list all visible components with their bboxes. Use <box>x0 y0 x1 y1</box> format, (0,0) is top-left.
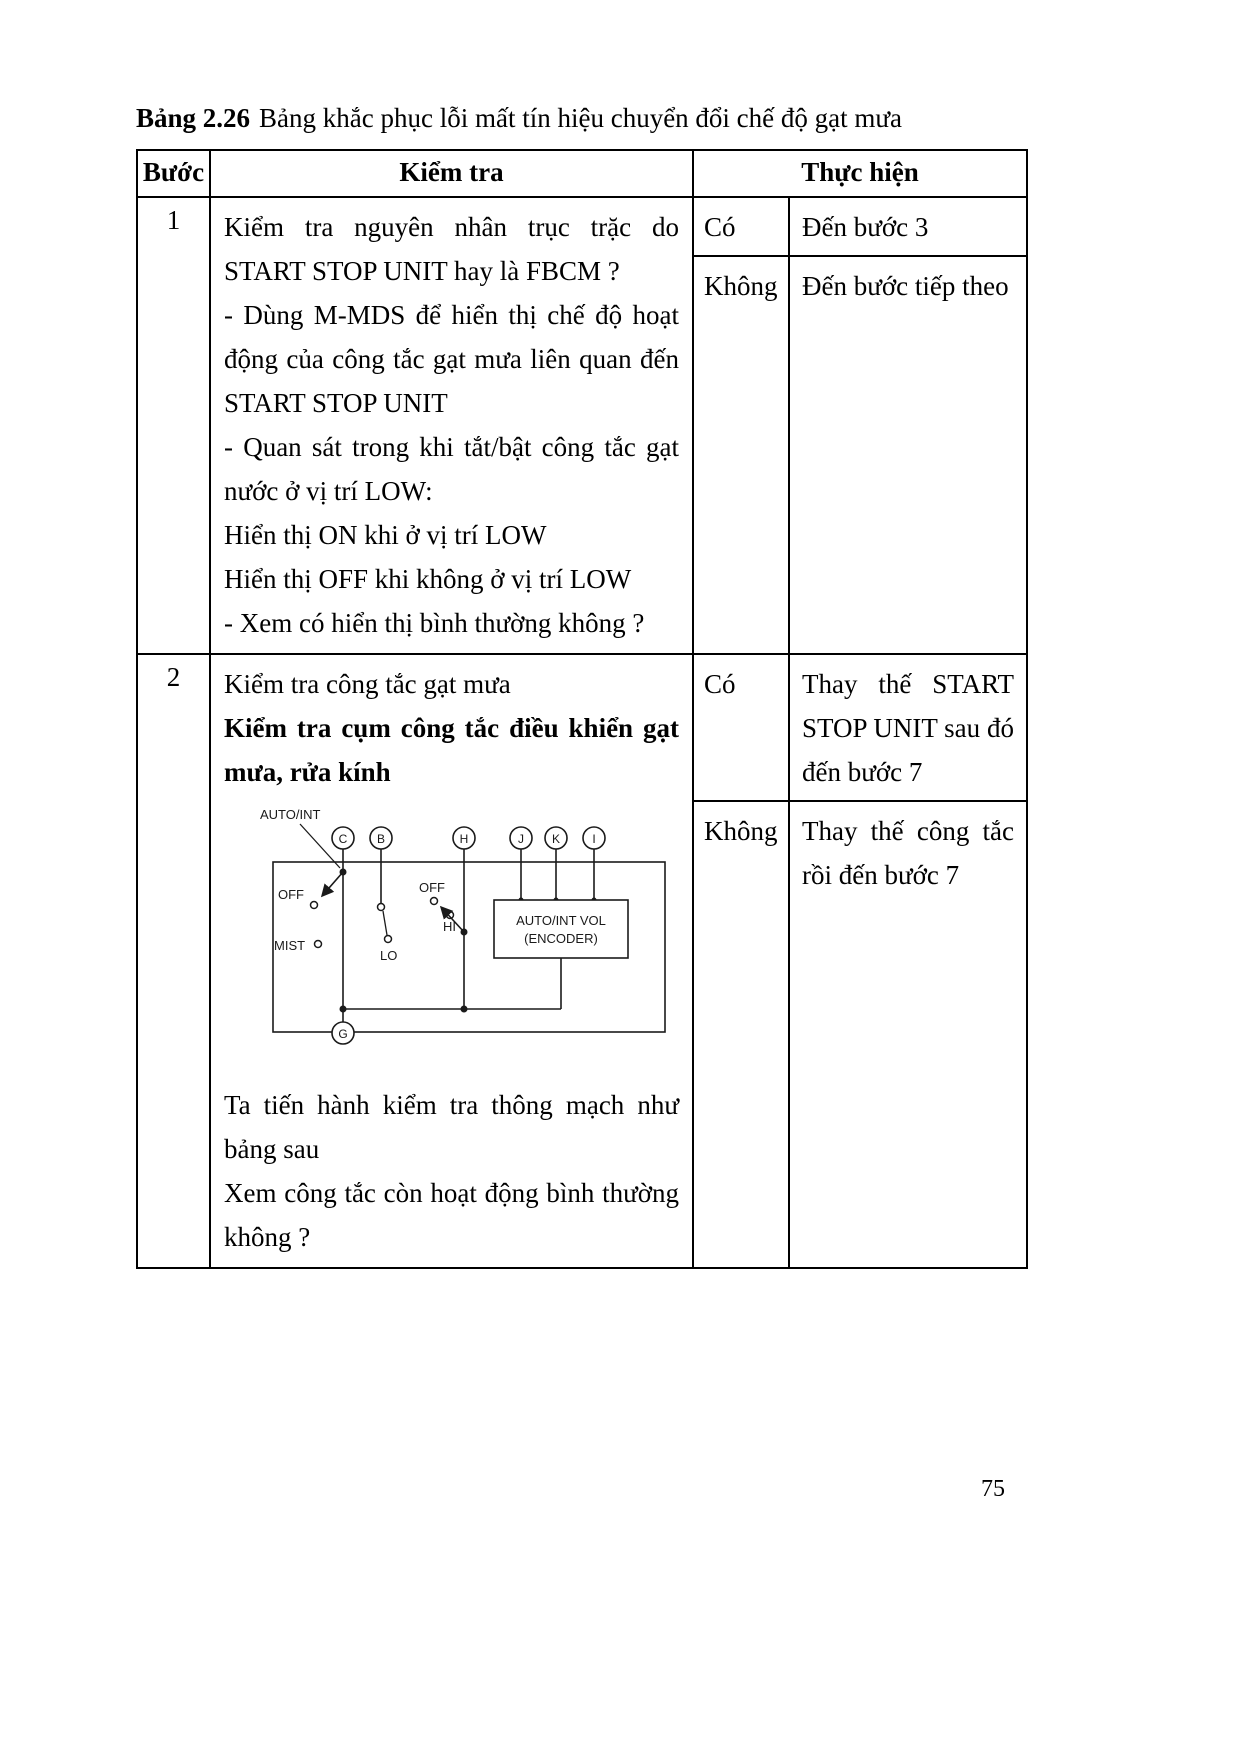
check-paragraph: - Xem có hiển thị bình thường không ? <box>224 608 645 638</box>
off-right-label: OFF <box>419 880 445 895</box>
terminal-i <box>583 827 605 849</box>
svg-text:I: I <box>592 832 596 846</box>
answer-yes: Có <box>694 198 790 255</box>
table-row-1 <box>138 198 1026 655</box>
terminal-b <box>370 827 392 849</box>
contact-b <box>378 904 385 911</box>
svg-text:H: H <box>459 832 469 846</box>
page-number: 75 <box>981 1476 1005 1502</box>
off-left-label: OFF <box>278 887 304 902</box>
contact-off-left <box>311 902 318 909</box>
result-no-row <box>694 802 1026 1267</box>
answer-no: Không <box>694 257 790 653</box>
caption-label: Bảng 2.26 <box>136 103 251 133</box>
action-no: Đến bước tiếp theo <box>802 271 1009 301</box>
svg-text:J: J <box>518 832 524 846</box>
svg-text:K: K <box>551 832 561 846</box>
check-paragraph-bold: Kiểm tra cụm công tắc điều khiển gạt mưa, rửa kính <box>224 713 679 787</box>
encoder-label-line2: (ENCODER) <box>524 931 598 946</box>
wiper-switch-diagram <box>236 804 679 1073</box>
wiper-arm-left <box>322 872 343 896</box>
svg-text:C: C <box>338 832 348 846</box>
result-no-row <box>694 257 1026 653</box>
table-caption <box>136 100 1028 136</box>
check-paragraph: Ta tiến hành kiểm tra thông mạch như bảng sau <box>224 1090 679 1164</box>
check-paragraph: Xem công tắc còn hoạt động bình thường không ? <box>224 1178 679 1252</box>
table-row-2 <box>138 655 1026 1267</box>
terminal-c <box>332 827 354 849</box>
check-paragraph: Hiển thị ON khi ở vị trí LOW <box>224 520 547 550</box>
svg-text:G: G <box>338 1027 348 1041</box>
contact-lo <box>385 936 392 943</box>
mist-label: MIST <box>274 938 306 953</box>
terminal-j <box>510 827 532 849</box>
linkage-b-lo <box>383 911 387 935</box>
caption-text: Bảng khắc phục lỗi mất tín hiệu chuyển đổi chế độ gạt mưa <box>259 103 902 133</box>
encoder-box <box>494 900 628 958</box>
auto-int-label: AUTO/INT <box>260 807 321 822</box>
result-yes-row <box>694 655 1026 802</box>
result-column-1 <box>694 198 1026 653</box>
check-paragraph: Kiểm tra nguyên nhân trục trặc do START STOP UNIT hay là FBCM ? <box>224 212 679 286</box>
header-action: Thực hiện <box>801 157 919 187</box>
check-cell-2 <box>211 655 694 1267</box>
rail-junction-right <box>461 1006 468 1013</box>
terminal-k <box>545 827 567 849</box>
answer-yes: Có <box>694 655 790 800</box>
page-content <box>136 100 1028 1269</box>
step-number-2: 2 <box>138 655 211 1267</box>
svg-text:B: B <box>376 832 386 846</box>
action-yes: Thay thế START STOP UNIT sau đó đến bước 7 <box>802 669 1014 787</box>
check-paragraph: - Dùng M-MDS để hiển thị chế độ hoạt động của công tắc gạt mưa liên quan đến START STOP UNIT <box>224 300 679 418</box>
action-no: Thay thế công tắc rồi đến bước 7 <box>802 816 1014 890</box>
step-number-1: 1 <box>138 198 211 653</box>
result-yes-row <box>694 198 1026 257</box>
encoder-label-line1: AUTO/INT VOL <box>516 913 606 928</box>
result-column-2 <box>694 655 1026 1267</box>
action-yes: Đến bước 3 <box>802 212 929 242</box>
header-step: Bước <box>138 151 211 196</box>
check-paragraph: - Quan sát trong khi tắt/bật công tắc gạt nước ở vị trí LOW: <box>224 432 679 506</box>
check-paragraph: Kiểm tra công tắc gạt mưa <box>224 669 511 699</box>
hi-label: HI <box>443 919 456 934</box>
lo-label: LO <box>380 948 398 963</box>
header-check: Kiểm tra <box>211 151 694 196</box>
check-cell-1 <box>211 198 694 653</box>
wiper-switch-schematic <box>236 804 688 1066</box>
terminal-h <box>453 827 475 849</box>
troubleshooting-table <box>136 149 1028 1269</box>
contact-off-right <box>431 898 438 905</box>
table-header-row <box>138 151 1026 198</box>
answer-no: Không <box>694 802 790 1267</box>
check-paragraph: Hiển thị OFF khi không ở vị trí LOW <box>224 564 632 594</box>
contact-mist <box>315 941 322 948</box>
terminal-g <box>332 1022 354 1044</box>
